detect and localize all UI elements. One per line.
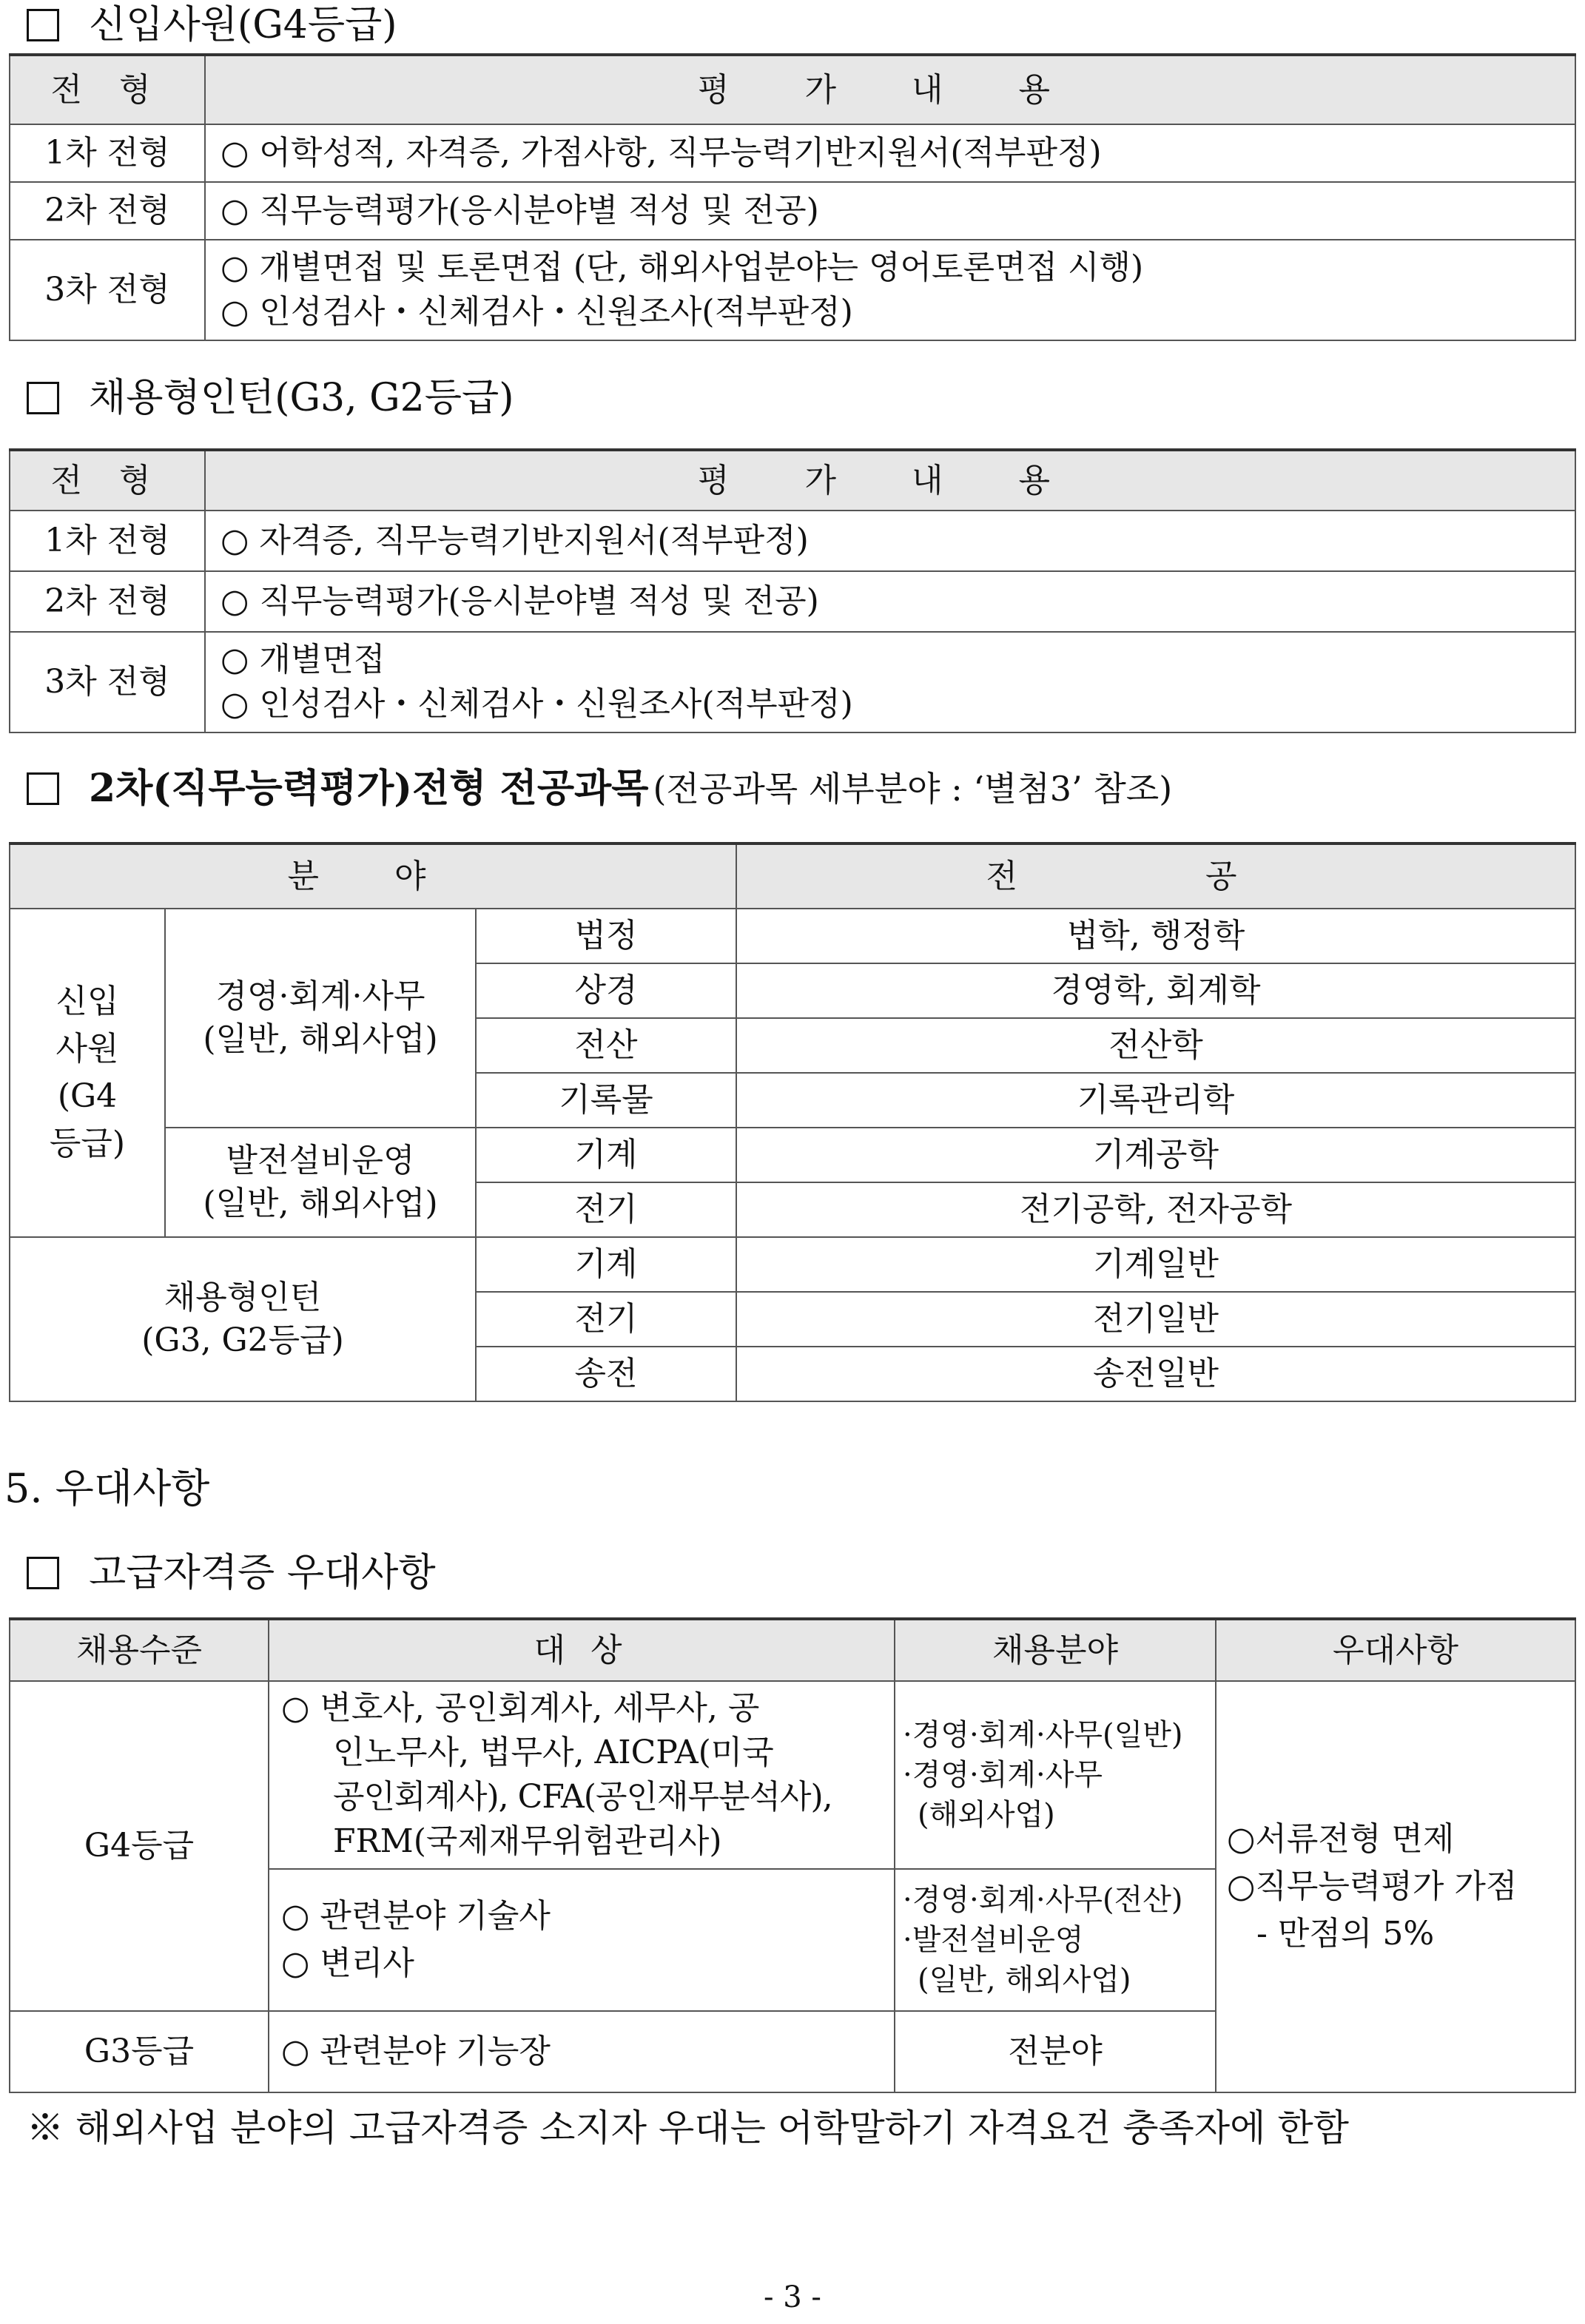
header-area: 채용분야 <box>895 1619 1216 1681</box>
area-line: ·발전설비운영 <box>903 1923 1084 1957</box>
area-cell: 전분야 <box>895 2011 1216 2092</box>
stage-content <box>205 632 1575 732</box>
area-cell <box>895 1681 1216 1869</box>
content-line: ○ 개별면접 <box>221 641 386 678</box>
stage-content: ○ 직무능력평가(응시분야별 적성 및 전공) <box>205 571 1575 632</box>
checkbox-icon <box>27 382 59 414</box>
section-title-text: 고급자격증 우대사항 <box>89 1551 436 1595</box>
major-cell: 법학, 행정학 <box>736 909 1575 963</box>
checkbox-icon <box>27 1557 59 1589</box>
header-level: 채용수준 <box>10 1619 269 1681</box>
major-cell: 경영학, 회계학 <box>736 963 1575 1018</box>
content-line: ○ 개별면접 및 토론면접 (단, 해외사업분야는 영어토론면접 시행) <box>221 249 1144 286</box>
header-benefit: 우대사항 <box>1216 1619 1575 1681</box>
major-cell: 송전일반 <box>736 1347 1575 1401</box>
target-line: 공인회계사), CFA(공인재무분석사), <box>333 1778 832 1816</box>
level-g4: G4등급 <box>10 1681 269 2011</box>
section-title-new-hire <box>27 1 397 49</box>
field-cell: 기록물 <box>476 1073 736 1128</box>
header-stage: 전 형 <box>10 55 205 124</box>
field-cell: 법정 <box>476 909 736 963</box>
new-hire-stage-table <box>9 53 1576 341</box>
preference-heading: 5. 우대사항 <box>4 1465 210 1512</box>
content-line: ○ 인성검사・신체검사・신원조사(적부판정) <box>221 685 853 723</box>
stage-label: 3차 전형 <box>10 240 205 340</box>
benefit-line: ○서류전형 면제 <box>1227 1820 1455 1858</box>
content-line: ○ 인성검사・신체검사・신원조사(적부판정) <box>221 293 853 331</box>
header-stage: 전 형 <box>10 450 205 511</box>
major-cell: 기계일반 <box>736 1237 1575 1292</box>
header-target: 대 상 <box>269 1619 895 1681</box>
target-line: ○ 변호사, 공인회계사, 세무사, 공 <box>281 1689 760 1727</box>
major-cell: 전기일반 <box>736 1292 1575 1347</box>
area-line: (해외사업) <box>918 1798 1055 1832</box>
stage-content <box>205 240 1575 340</box>
header-major: 전 공 <box>736 843 1575 909</box>
field-cell: 상경 <box>476 963 736 1018</box>
stage-label: 3차 전형 <box>10 632 205 732</box>
section-title-text: 채용형인턴(G3, G2등급) <box>89 376 514 420</box>
intern-stage-table <box>9 448 1576 733</box>
major-subject-table <box>9 842 1576 1402</box>
target-cell: ○ 관련분야 기능장 <box>269 2011 895 2092</box>
stage-label: 1차 전형 <box>10 124 205 182</box>
target-line: ○ 변리사 <box>281 1944 414 1982</box>
field-cell: 기계 <box>476 1128 736 1182</box>
section-title-note: (전공과목 세부분야 : ‘별첨3’ 참조) <box>653 769 1173 809</box>
stage-label: 2차 전형 <box>10 571 205 632</box>
major-cell: 전기공학, 전자공학 <box>736 1182 1575 1237</box>
header-field: 분 야 <box>10 843 736 909</box>
area-line: ·경영·회계·사무 <box>903 1758 1103 1792</box>
checkbox-icon <box>27 9 59 41</box>
target-cell <box>269 1869 895 2011</box>
stage-content: ○ 자격증, 직무능력기반지원서(적부판정) <box>205 511 1575 571</box>
area-line: ·경영·회계·사무(전산) <box>903 1883 1183 1917</box>
section-title-text: 2차(직무능력평가)전형 전공과목 <box>89 766 649 811</box>
target-cell <box>269 1681 895 1869</box>
level-g3: G3등급 <box>10 2011 269 2092</box>
header-content: 평 가 내 용 <box>205 55 1575 124</box>
major-cell: 전산학 <box>736 1018 1575 1073</box>
area-cell <box>895 1869 1216 2011</box>
subgroup-power-plant: 발전설비운영 (일반, 해외사업) <box>165 1128 476 1237</box>
section-title-majors <box>27 765 1172 812</box>
target-line: 인노무사, 법무사, AICPA(미국 <box>333 1734 774 1771</box>
field-cell: 기계 <box>476 1237 736 1292</box>
field-cell: 송전 <box>476 1347 736 1401</box>
page-number: - 3 - <box>764 2280 821 2314</box>
group-intern: 채용형인턴 (G3, G2등급) <box>10 1237 476 1401</box>
area-line: (일반, 해외사업) <box>918 1963 1131 1997</box>
stage-content: ○ 직무능력평가(응시분야별 적성 및 전공) <box>205 182 1575 240</box>
major-cell: 기록관리학 <box>736 1073 1575 1128</box>
section-title-text: 신입사원(G4등급) <box>89 3 397 47</box>
major-cell: 기계공학 <box>736 1128 1575 1182</box>
field-cell: 전기 <box>476 1292 736 1347</box>
section-title-certificates <box>27 1549 436 1597</box>
stage-label: 1차 전형 <box>10 511 205 571</box>
stage-content: ○ 어학성적, 자격증, 가점사항, 직무능력기반지원서(적부판정) <box>205 124 1575 182</box>
section-title-intern <box>27 374 514 422</box>
group-new-hire: 신입 사원 (G4 등급) <box>10 909 165 1237</box>
subgroup-management: 경영·회계·사무 (일반, 해외사업) <box>165 909 476 1128</box>
footnote: ※ 해외사업 분야의 고급자격증 소지자 우대는 어학말하기 자격요건 충족자에 한함 <box>27 2106 1349 2149</box>
field-cell: 전기 <box>476 1182 736 1237</box>
benefit-line: - 만점의 5% <box>1256 1915 1435 1953</box>
certificate-preference-table <box>9 1617 1576 2093</box>
header-content: 평 가 내 용 <box>205 450 1575 511</box>
area-line: ·경영·회계·사무(일반) <box>903 1718 1183 1752</box>
target-line: FRM(국제재무위험관리사) <box>333 1822 722 1860</box>
checkbox-icon <box>27 772 59 805</box>
stage-label: 2차 전형 <box>10 182 205 240</box>
benefit-cell <box>1216 1681 1575 2092</box>
target-line: ○ 관련분야 기술사 <box>281 1897 551 1935</box>
benefit-line: ○직무능력평가 가점 <box>1227 1867 1518 1905</box>
field-cell: 전산 <box>476 1018 736 1073</box>
